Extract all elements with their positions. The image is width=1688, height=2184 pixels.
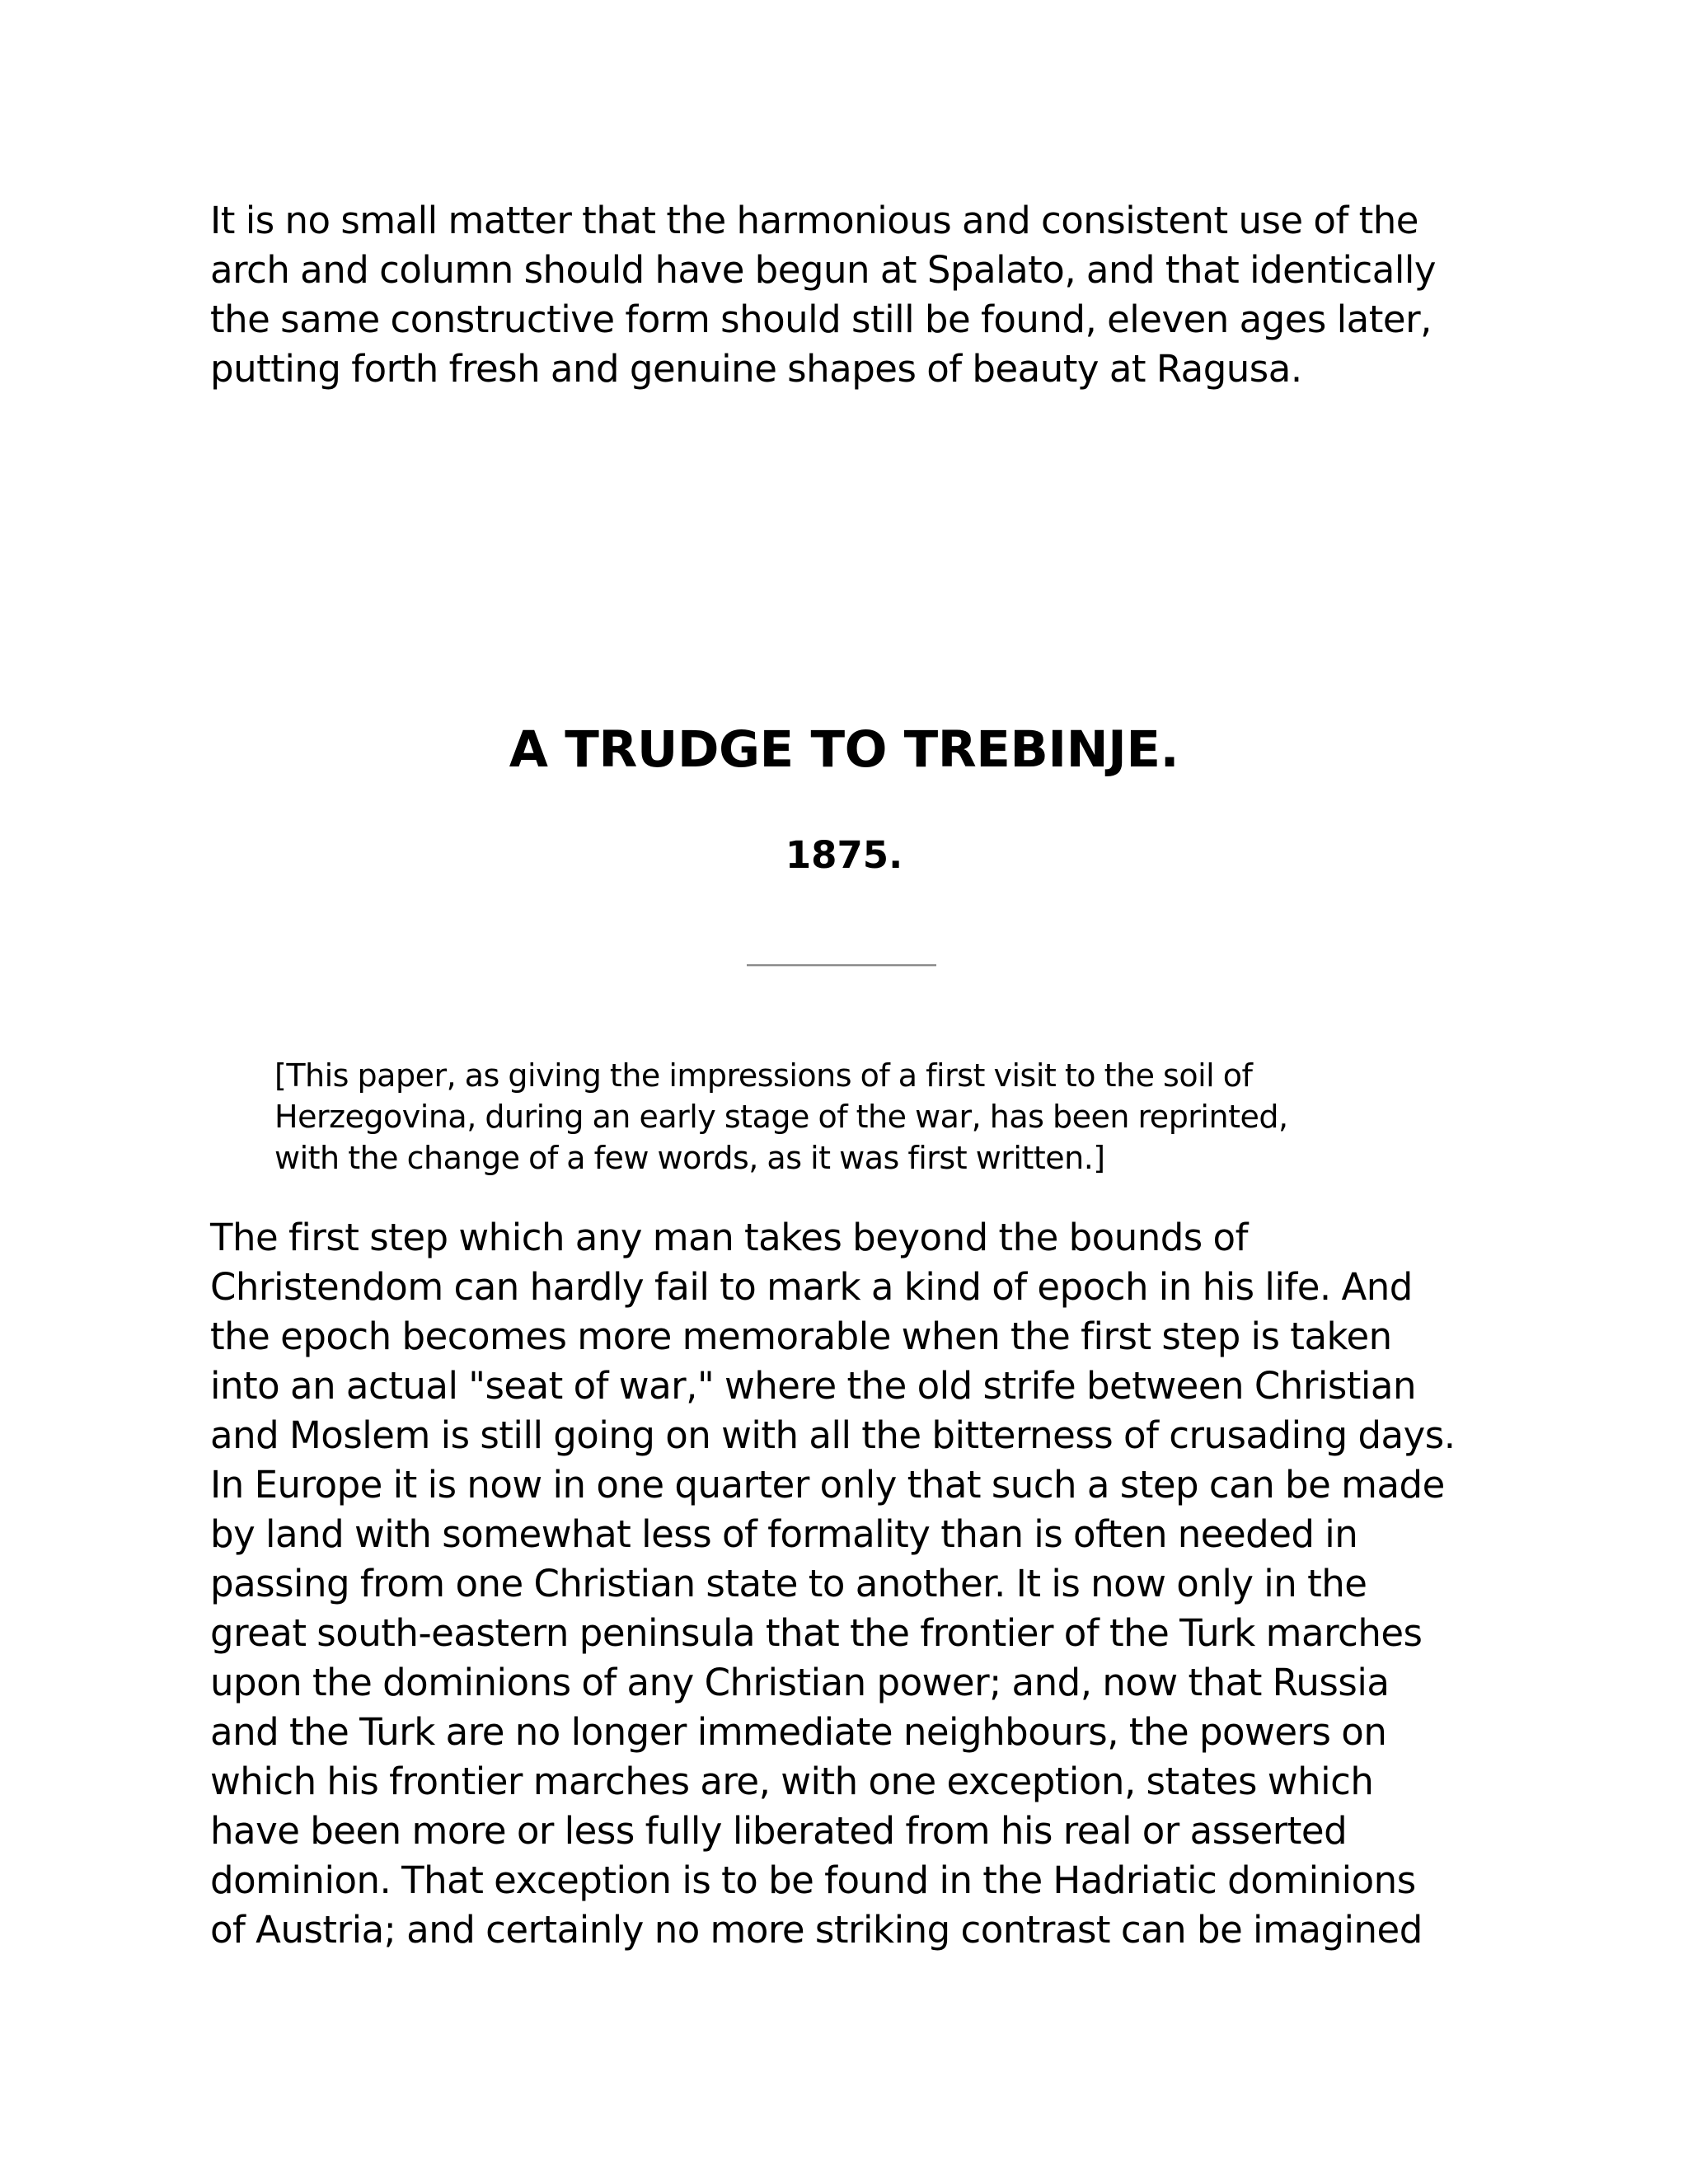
text-line: of Austria; and certainly no more striking contrast can be imagined	[210, 1908, 1423, 1952]
text-line: by land with somewhat less of formality than is often needed in	[210, 1512, 1358, 1556]
chapter-title: A TRUDGE TO TREBINJE.	[509, 720, 1179, 779]
text-line: and Moslem is still going on with all the bitterness of crusading days.	[210, 1413, 1456, 1457]
note-line: Herzegovina, during an early stage of the war, has been reprinted,	[274, 1099, 1288, 1135]
section-divider	[747, 964, 936, 967]
text-line: have been more or less fully liberated from his real or asserted	[210, 1809, 1348, 1853]
text-line: It is no small matter that the harmonious and consistent use of the	[210, 199, 1418, 242]
text-line: Christendom can hardly fail to mark a kind of epoch in his life. And	[210, 1265, 1413, 1309]
note-line: with the change of a few words, as it was first written.]	[274, 1140, 1105, 1176]
text-line: arch and column should have begun at Spalato, and that identically	[210, 248, 1436, 292]
note-line: [This paper, as giving the impressions of a first visit to the soil of	[274, 1057, 1253, 1094]
text-line: and the Turk are no longer immediate neighbours, the powers on	[210, 1710, 1387, 1754]
text-line: The first step which any man takes beyond the bounds of	[210, 1216, 1248, 1259]
text-line: the epoch becomes more memorable when the first step is taken	[210, 1315, 1392, 1358]
body-paragraph	[210, 1213, 1456, 1955]
text-line: dominion. That exception is to be found in the Hadriatic dominions	[210, 1858, 1416, 1902]
text-line: putting forth fresh and genuine shapes of beauty at Ragusa.	[210, 347, 1302, 391]
text-line: the same constructive form should still be found, eleven ages later,	[210, 298, 1432, 341]
text-line: In Europe it is now in one quarter only that such a step can be made	[210, 1463, 1445, 1507]
text-line: into an actual "seat of war," where the old strife between Christian	[210, 1364, 1417, 1408]
editorial-note	[274, 1055, 1288, 1179]
chapter-year: 1875.	[785, 833, 903, 877]
intro-paragraph	[210, 196, 1436, 394]
text-line: which his frontier marches are, with one exception, states which	[210, 1760, 1374, 1803]
text-line: upon the dominions of any Christian power; and, now that Russia	[210, 1661, 1390, 1704]
text-line: great south-eastern peninsula that the frontier of the Turk marches	[210, 1611, 1423, 1655]
text-line: passing from one Christian state to another. It is now only in the	[210, 1562, 1367, 1605]
